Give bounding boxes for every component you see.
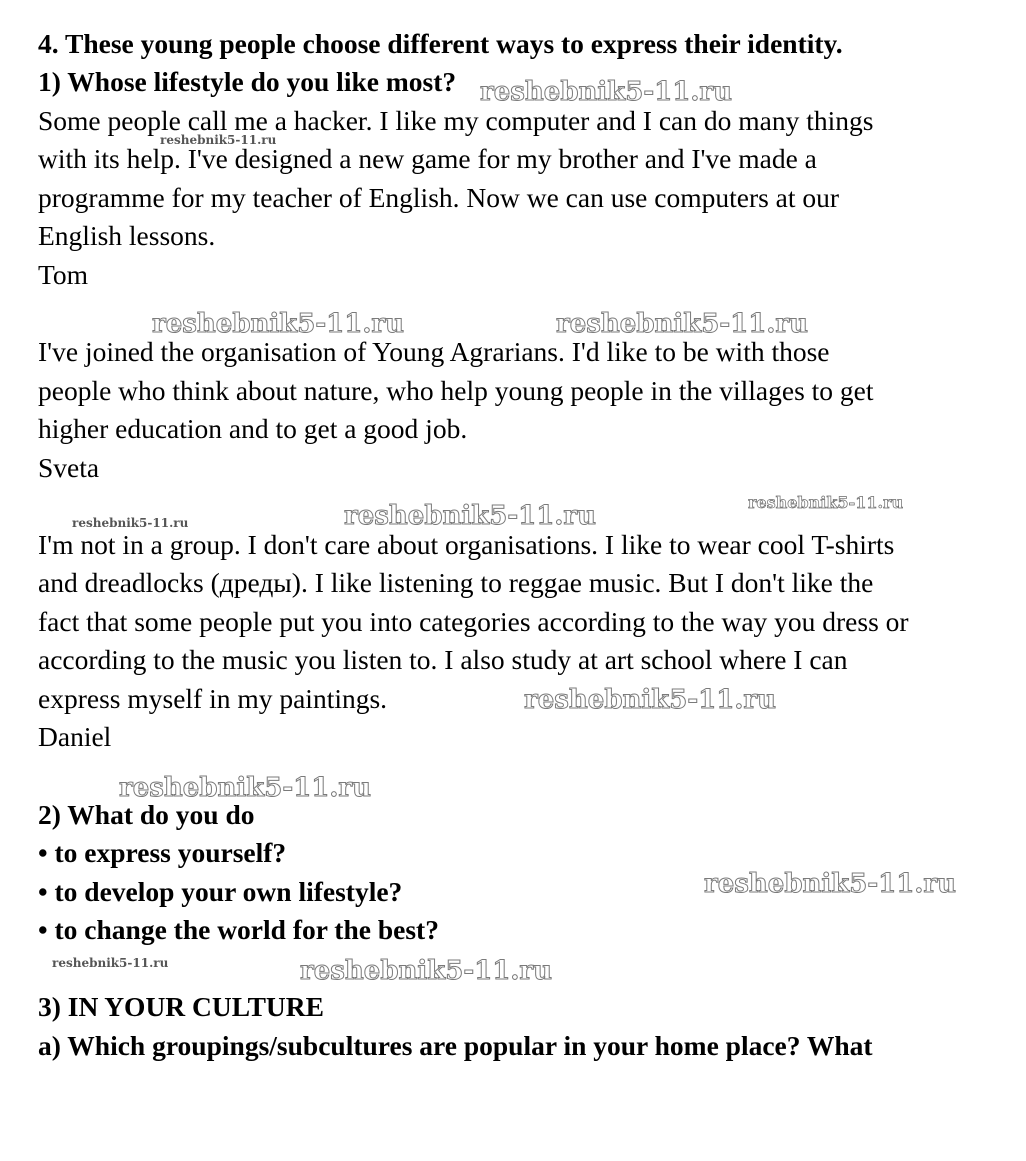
watermark: reshebnik5-11.ru bbox=[344, 501, 597, 531]
sveta-text-line: people who think about nature, who help young people in the villages to get bbox=[38, 375, 874, 406]
watermark: reshebnik5-11.ru bbox=[152, 309, 405, 339]
question-3-title: 3) IN YOUR CULTURE bbox=[38, 991, 324, 1022]
daniel-text-line: fact that some people put you into categories according to the way you dress or bbox=[38, 606, 909, 637]
tom-signature: Tom bbox=[38, 259, 89, 290]
tom-text-line: programme for my teacher of English. Now we can use computers at our bbox=[38, 182, 840, 213]
daniel-text-line: and dreadlocks (дреды). I like listening to reggae music. But I don't like the bbox=[38, 567, 874, 598]
watermark: reshebnik5-11.ru bbox=[119, 773, 372, 803]
daniel-text-line: I'm not in a group. I don't care about organisations. I like to wear cool T-shirts bbox=[38, 529, 895, 560]
question-3a: a) Which groupings/subcultures are popular in your home place? What bbox=[38, 1030, 873, 1061]
watermark: reshebnik5-11.ru bbox=[748, 493, 904, 512]
question-2-bullet: • to develop your own lifestyle? bbox=[38, 876, 403, 907]
sveta-text-line: higher education and to get a good job. bbox=[38, 413, 468, 444]
daniel-signature: Daniel bbox=[38, 721, 112, 752]
tom-text-line: Some people call me a hacker. I like my computer and I can do many things bbox=[38, 105, 874, 136]
daniel-text-line: express myself in my paintings. bbox=[38, 683, 388, 714]
tom-text-line: English lessons. bbox=[38, 220, 216, 251]
watermark: reshebnik5-11.ru bbox=[160, 133, 277, 147]
watermark: reshebnik5-11.ru bbox=[300, 956, 553, 986]
sveta-signature: Sveta bbox=[38, 452, 100, 483]
watermark: reshebnik5-11.ru bbox=[52, 956, 169, 970]
watermark: reshebnik5-11.ru bbox=[480, 77, 733, 107]
daniel-text-line: according to the music you listen to. I also study at art school where I can bbox=[38, 644, 848, 675]
tom-text-line: with its help. I've designed a new game for my brother and I've made a bbox=[38, 143, 817, 174]
watermark: reshebnik5-11.ru bbox=[524, 685, 777, 715]
watermark: reshebnik5-11.ru bbox=[72, 516, 189, 530]
exercise-heading: 4. These young people choose different ways to express their identity. bbox=[38, 28, 843, 59]
question-2-title: 2) What do you do bbox=[38, 799, 255, 830]
question-2-bullet: • to change the world for the best? bbox=[38, 914, 439, 945]
sveta-text-line: I've joined the organisation of Young Agrarians. I'd like to be with those bbox=[38, 336, 830, 367]
watermark: reshebnik5-11.ru bbox=[704, 869, 957, 899]
question-2-bullet: • to express yourself? bbox=[38, 837, 287, 868]
watermark: reshebnik5-11.ru bbox=[556, 309, 809, 339]
question-1: 1) Whose lifestyle do you like most? bbox=[38, 66, 457, 97]
